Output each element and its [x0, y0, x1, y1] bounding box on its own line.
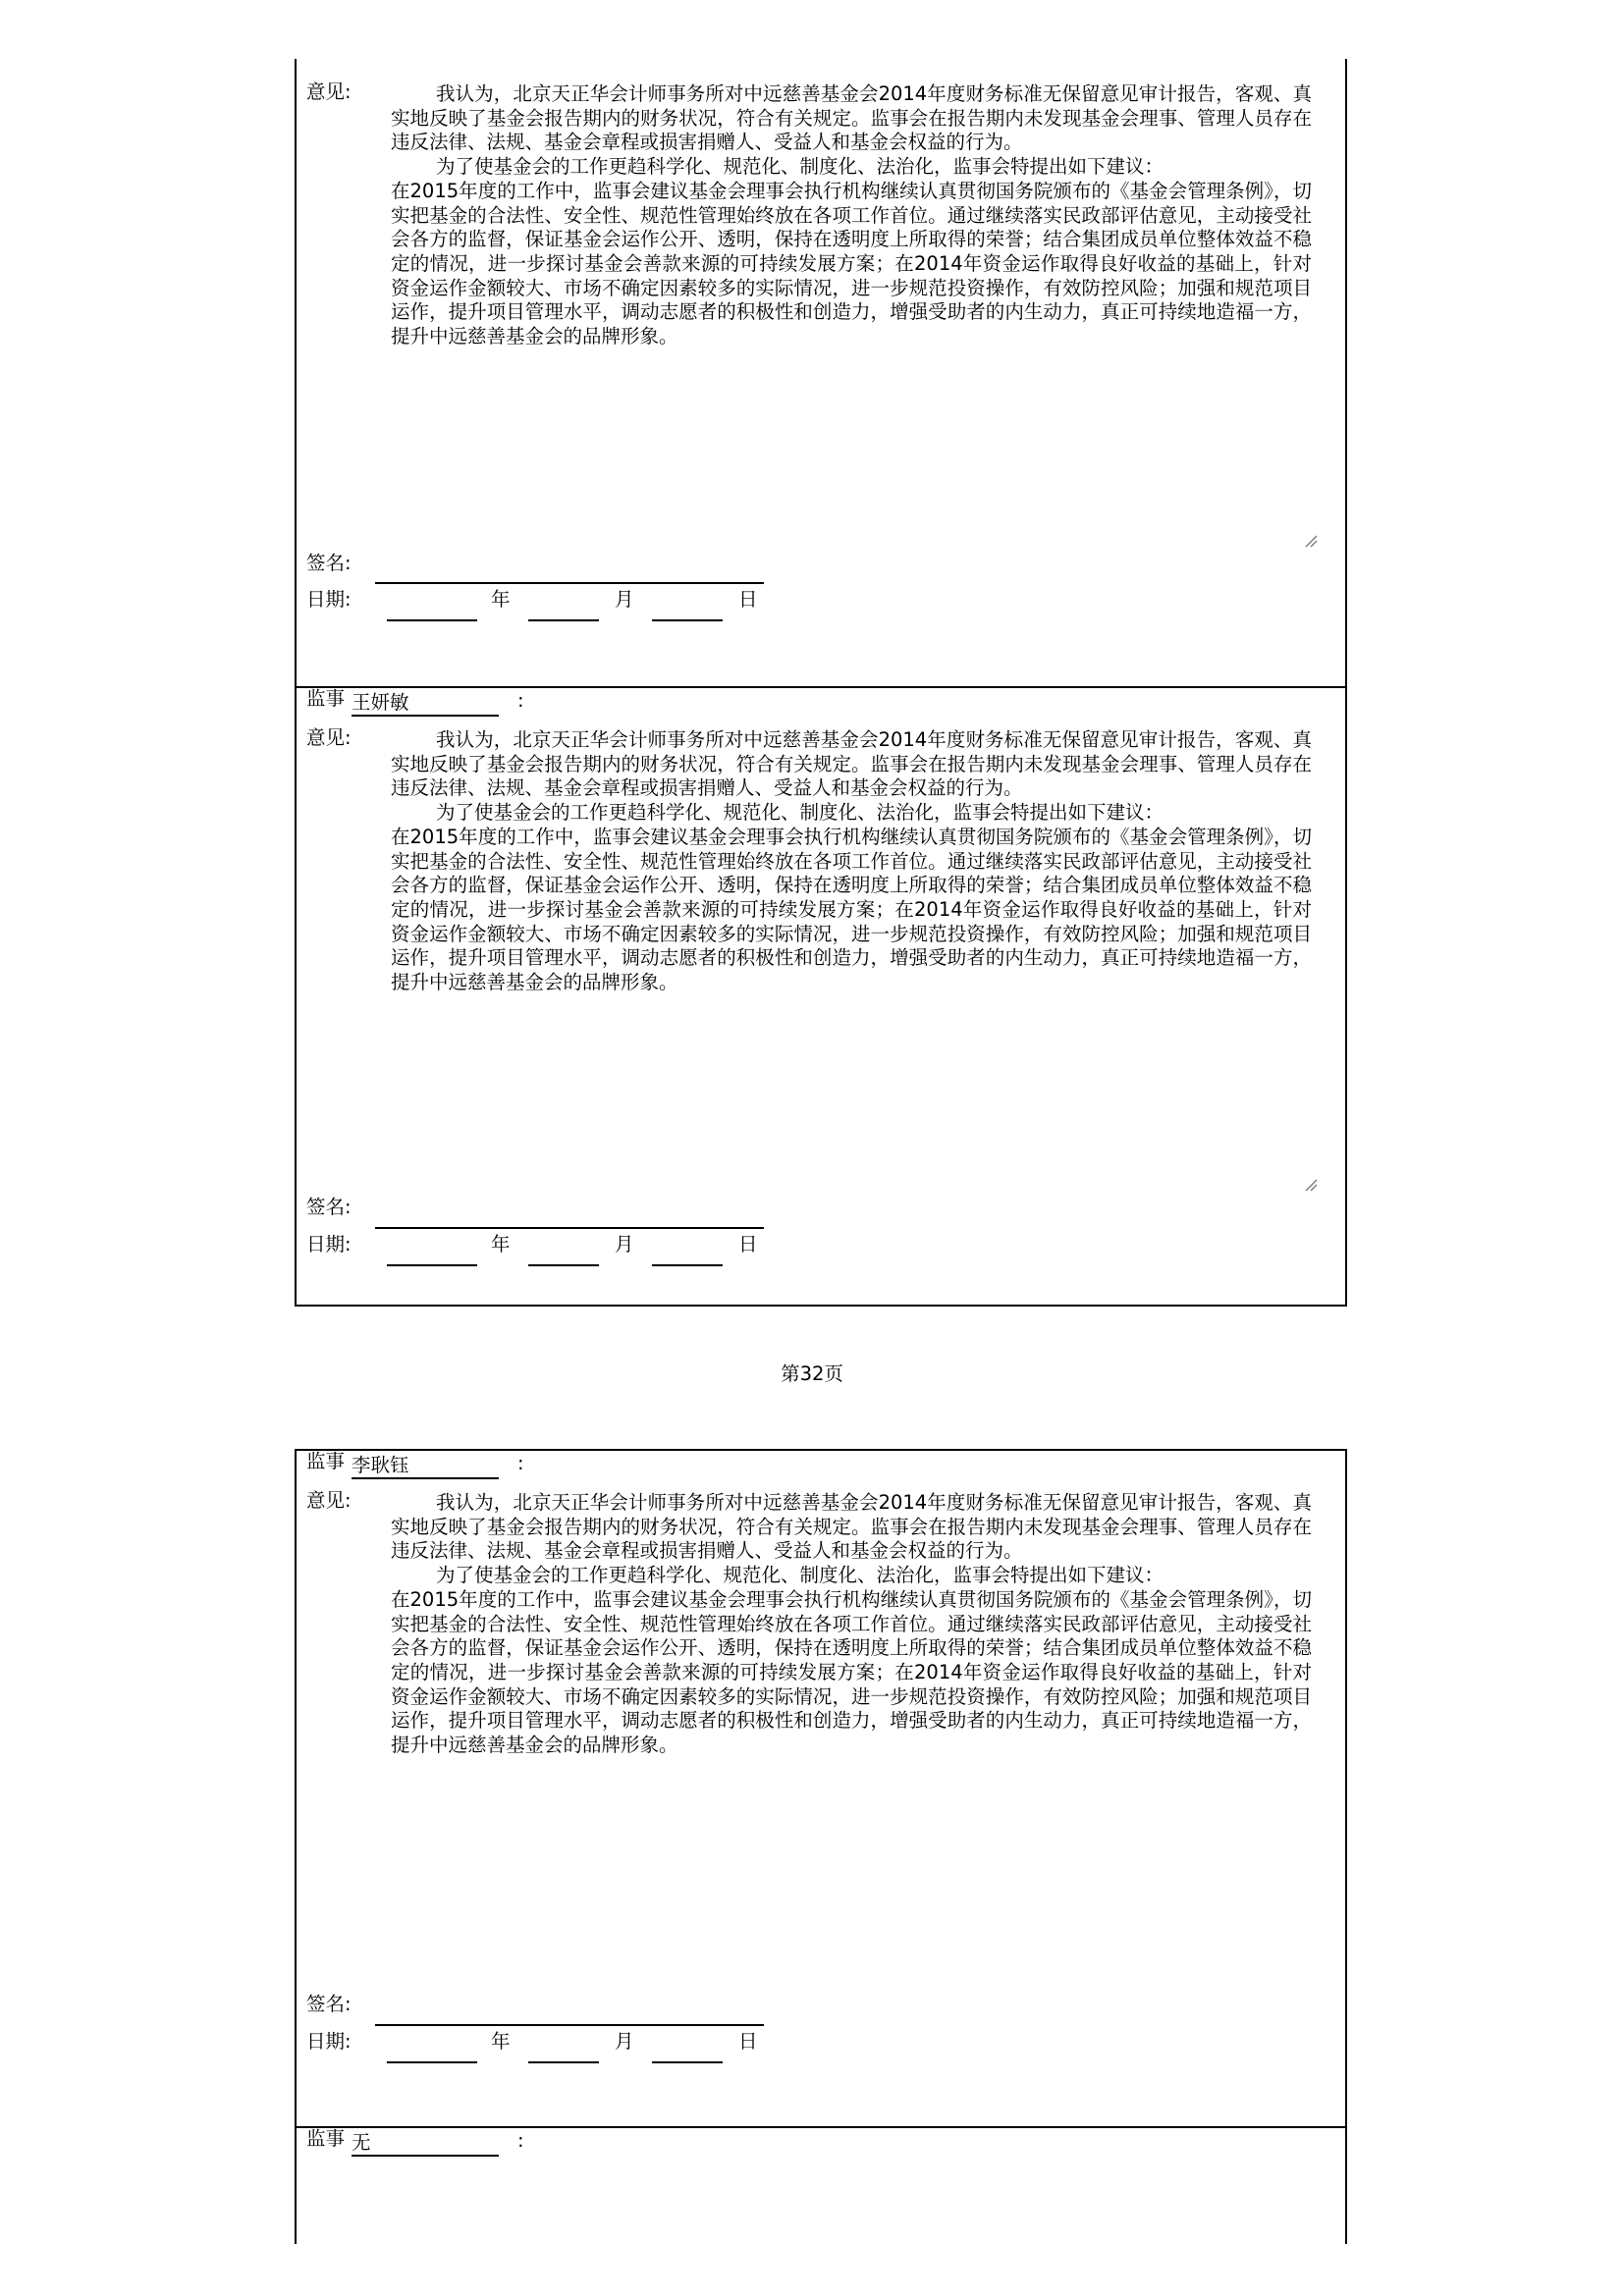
month-label: 月 — [615, 588, 634, 611]
date-label: 日期: — [306, 2030, 352, 2053]
opinion-text[interactable]: 我认为，北京天正华会计师事务所对中远慈善基金会2014年度财务标准无保留意见审计报告，客观、真实地反映了基金会报告期内的财务状况，符合有关规定。监事会在报告期内未发现基金会理事、管理人员存在违反法律、法规、基金会章程或损害捐赠人、受益人和基金会权益的行为。 为了使基金会的工作更趋科学化、规范化、制度化、法治化，监事会特提出如下建议： 在2015年度的工作中，监事会建议基金会理事会执行机构继续认真贯彻国务院颁布的《基金会管理条例》，切实把基金的合法性、安全性、规范性管理始终放在各项工作首位。通过继续落实民政部评估意见，主动接受社会各方的监督，保证基金会运作公开、透明，保持在透明度上所取得的荣誉；结合集团成员单位整体效益不稳定的情况，进一步探讨基金会善款来源的可持续发展方案；在2014年资金运作取得良好收益的基础上，针对资金运作金额较大、市场不确定因素较多的实际情况，进一步规范投资操作，有效防控风险；加强和规范项目运作，提升项目管理水平，调动志愿者的积极性和创造力，增强受助者的内生动力，真正可持续地造福一方，提升中远慈善基金会的品牌形象。 — [391, 1491, 1312, 1757]
month-label: 月 — [615, 1233, 634, 1255]
year-field[interactable] — [387, 1264, 477, 1266]
colon: : — [517, 689, 524, 712]
signature-label: 签名: — [306, 552, 352, 574]
day-field[interactable] — [652, 619, 723, 621]
day-label: 日 — [738, 2030, 758, 2053]
form-bottom-border-top — [295, 1305, 1347, 1307]
signature-field[interactable] — [375, 582, 764, 584]
supervisor-name-field[interactable]: 王妍敏 — [352, 691, 499, 717]
supervisor-label: 监事 — [306, 2127, 346, 2150]
supervisor-name-field[interactable]: 无 — [352, 2131, 499, 2157]
signature-label: 签名: — [306, 1993, 352, 2015]
day-field[interactable] — [652, 2061, 723, 2063]
year-field[interactable] — [387, 619, 477, 621]
date-label: 日期: — [306, 588, 352, 611]
colon: : — [517, 1452, 524, 1474]
opinion-label: 意见: — [306, 1489, 352, 1512]
date-label: 日期: — [306, 1233, 352, 1255]
month-field[interactable] — [528, 2061, 599, 2063]
block-divider — [295, 2126, 1347, 2128]
signature-field[interactable] — [375, 1227, 764, 1229]
month-label: 月 — [615, 2030, 634, 2053]
month-field[interactable] — [528, 1264, 599, 1266]
supervisor-label: 监事 — [306, 1450, 346, 1472]
day-label: 日 — [738, 588, 758, 611]
opinion-label: 意见: — [306, 80, 352, 103]
year-label: 年 — [491, 1233, 511, 1255]
resize-handle-icon[interactable] — [1304, 534, 1318, 548]
block-divider — [295, 686, 1347, 688]
year-field[interactable] — [387, 2061, 477, 2063]
year-label: 年 — [491, 2030, 511, 2053]
colon: : — [517, 2129, 524, 2152]
opinion-label: 意见: — [306, 726, 352, 749]
supervisor-name-field[interactable]: 李耿钰 — [352, 1454, 499, 1479]
day-label: 日 — [738, 1233, 758, 1255]
month-field[interactable] — [528, 619, 599, 621]
opinion-text[interactable]: 我认为，北京天正华会计师事务所对中远慈善基金会2014年度财务标准无保留意见审计报告，客观、真实地反映了基金会报告期内的财务状况，符合有关规定。监事会在报告期内未发现基金会理事、管理人员存在违反法律、法规、基金会章程或损害捐赠人、受益人和基金会权益的行为。 为了使基金会的工作更趋科学化、规范化、制度化、法治化，监事会特提出如下建议： 在2015年度的工作中，监事会建议基金会理事会执行机构继续认真贯彻国务院颁布的《基金会管理条例》，切实把基金的合法性、安全性、规范性管理始终放在各项工作首位。通过继续落实民政部评估意见，主动接受社会各方的监督，保证基金会运作公开、透明，保持在透明度上所取得的荣誉；结合集团成员单位整体效益不稳定的情况，进一步探讨基金会善款来源的可持续发展方案；在2014年资金运作取得良好收益的基础上，针对资金运作金额较大、市场不确定因素较多的实际情况，进一步规范投资操作，有效防控风险；加强和规范项目运作，提升项目管理水平，调动志愿者的积极性和创造力，增强受助者的内生动力，真正可持续地造福一方，提升中远慈善基金会的品牌形象。 — [391, 728, 1312, 994]
day-field[interactable] — [652, 1264, 723, 1266]
signature-label: 签名: — [306, 1196, 352, 1218]
supervisor-label: 监事 — [306, 687, 346, 710]
signature-field[interactable] — [375, 2024, 764, 2026]
opinion-text[interactable]: 我认为，北京天正华会计师事务所对中远慈善基金会2014年度财务标准无保留意见审计报告，客观、真实地反映了基金会报告期内的财务状况，符合有关规定。监事会在报告期内未发现基金会理事、管理人员存在违反法律、法规、基金会章程或损害捐赠人、受益人和基金会权益的行为。 为了使基金会的工作更趋科学化、规范化、制度化、法治化，监事会特提出如下建议： 在2015年度的工作中，监事会建议基金会理事会执行机构继续认真贯彻国务院颁布的《基金会管理条例》，切实把基金的合法性、安全性、规范性管理始终放在各项工作首位。通过继续落实民政部评估意见，主动接受社会各方的监督，保证基金会运作公开、透明，保持在透明度上所取得的荣誉；结合集团成员单位整体效益不稳定的情况，进一步探讨基金会善款来源的可持续发展方案；在2014年资金运作取得良好收益的基础上，针对资金运作金额较大、市场不确定因素较多的实际情况，进一步规范投资操作，有效防控风险；加强和规范项目运作，提升项目管理水平，调动志愿者的积极性和创造力，增强受助者的内生动力，真正可持续地造福一方，提升中远慈善基金会的品牌形象。 — [391, 82, 1312, 348]
resize-handle-icon[interactable] — [1304, 1178, 1318, 1192]
year-label: 年 — [491, 588, 511, 611]
page-number: 第32页 — [781, 1362, 843, 1385]
